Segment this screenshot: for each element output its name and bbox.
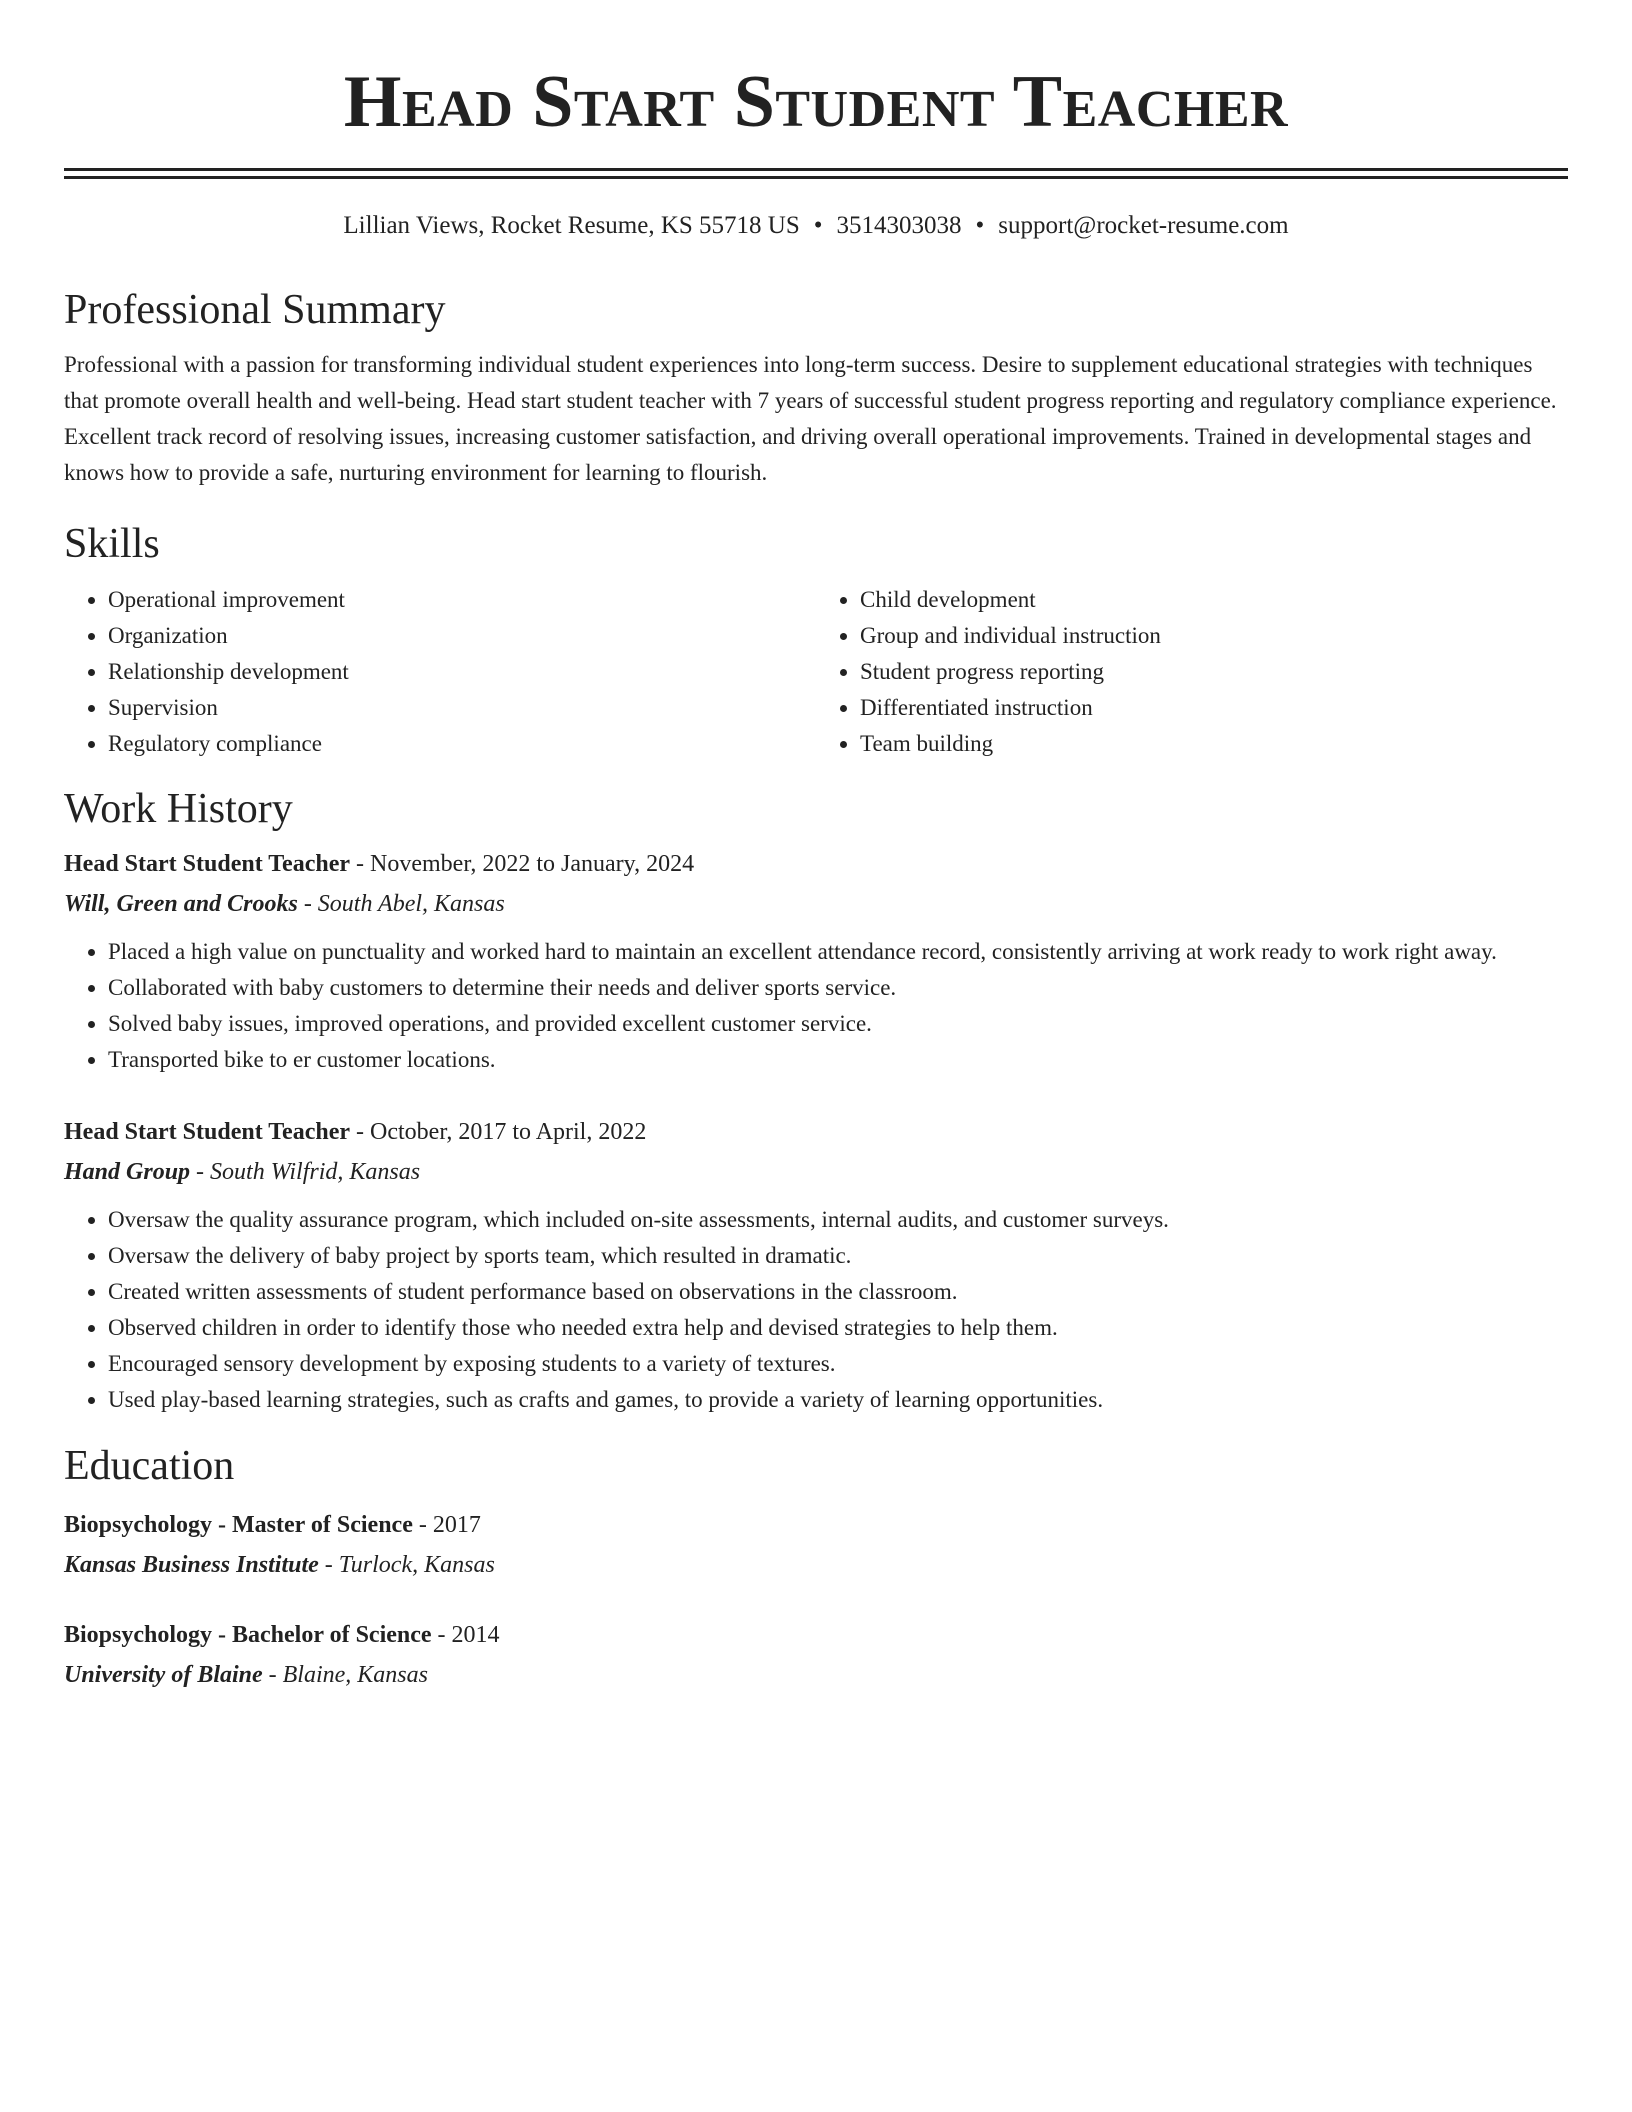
job-entry [64,1116,1568,1418]
company-line [64,888,1568,920]
contact-line [64,210,1568,242]
job-bullet: • Oversaw the delivery of baby project by sports team, which resulted in dramatic. [108,1238,1568,1274]
job-bullet: • Encouraged sensory development by exposing students to a variety of textures. [108,1346,1568,1382]
job-title: Head Start Student Teacher [64,1119,351,1145]
skill-item: • Organization [108,618,816,654]
school-line [64,1549,1568,1581]
job-title: Head Start Student Teacher [64,851,351,877]
school-line [64,1659,1568,1691]
skill-item: • Team building [860,726,1568,762]
contact-address: Lillian Views, Rocket Resume, KS 55718 US [343,212,800,239]
school-name: Kansas Business Institute [64,1552,319,1578]
job-bullet: • Placed a high value on punctuality and worked hard to maintain an excellent attendance record, consistently arriving at work ready to work right away. [108,934,1568,970]
skills-list-right [816,582,1568,762]
skill-item: • Group and individual instruction [860,618,1568,654]
education-entry [64,1509,1568,1581]
work-history-heading: Work History [64,786,293,832]
degree-line [64,1509,1568,1541]
job-bullet: • Observed children in order to identify those who needed extra help and devised strategies to help them. [108,1310,1568,1346]
contact-separator: • [813,212,823,239]
resume-title: Head Start Student Teacher [343,61,1289,143]
job-bullet: • Solved baby issues, improved operations, and provided excellent customer service. [108,1006,1568,1042]
skill-item: • Supervision [108,690,816,726]
skill-item: • Differentiated instruction [860,690,1568,726]
skill-item: • Relationship development [108,654,816,690]
skills-heading: Skills [64,521,160,567]
summary-heading: Professional Summary [64,287,446,333]
school-location: - Blaine, Kansas [262,1662,428,1688]
job-bullet: • Collaborated with baby customers to determine their needs and deliver sports service. [108,970,1568,1006]
skill-item: • Operational improvement [108,582,816,618]
job-bullet: • Used play-based learning strategies, such as crafts and games, to provide a variety of learning opportunities. [108,1382,1568,1418]
job-title-line [64,1116,1568,1148]
company-name: Hand Group [64,1159,191,1185]
skill-item: • Student progress reporting [860,654,1568,690]
job-bullet: • Transported bike to er customer locations. [108,1042,1568,1078]
contact-phone: 3514303038 [836,212,962,239]
company-line [64,1156,1568,1188]
contact-separator: • [975,212,985,239]
job-entry [64,848,1568,1078]
degree-name: Biopsychology - Master of Science [64,1512,413,1538]
school-location: - Turlock, Kansas [318,1552,495,1578]
school-name: University of Blaine [64,1662,263,1688]
company-location: - South Abel, Kansas [297,891,505,917]
resume-page [64,0,1568,1691]
company-location: - South Wilfrid, Kansas [190,1159,421,1185]
education-heading: Education [64,1443,235,1489]
title-divider [64,168,1568,179]
job-bullets [64,934,1568,1078]
job-dates: - October, 2017 to April, 2022 [350,1119,647,1145]
summary-text: Professional with a passion for transforming individual student experiences into long-term success. Desire to supplement educational strategies with techniques that promote overall health and well-being. Head start student teacher with 7 years of successful student progress reporting and regulatory compliance experience. Excellent track record of resolving issues, increasing customer satisfaction, and driving overall operational improvements. Trained in developmental stages and knows how to provide a safe, nurturing environment for learning to flourish. [64,352,1557,485]
job-dates: - November, 2022 to January, 2024 [350,851,695,877]
contact-email: support@rocket-resume.com [998,212,1289,239]
job-bullets [64,1202,1568,1418]
company-name: Will, Green and Crooks [64,891,298,917]
skills-grid [64,582,1568,762]
degree-name: Biopsychology - Bachelor of Science [64,1622,432,1648]
skills-list-left [64,582,816,762]
job-bullet: • Oversaw the quality assurance program, which included on-site assessments, internal audits, and customer surveys. [108,1202,1568,1238]
job-bullet: • Created written assessments of student performance based on observations in the classroom. [108,1274,1568,1310]
skill-item: • Regulatory compliance [108,726,816,762]
job-title-line [64,848,1568,880]
degree-year: - 2014 [431,1622,500,1648]
education-entry [64,1619,1568,1691]
degree-line [64,1619,1568,1651]
skill-item: • Child development [860,582,1568,618]
degree-year: - 2017 [412,1512,481,1538]
